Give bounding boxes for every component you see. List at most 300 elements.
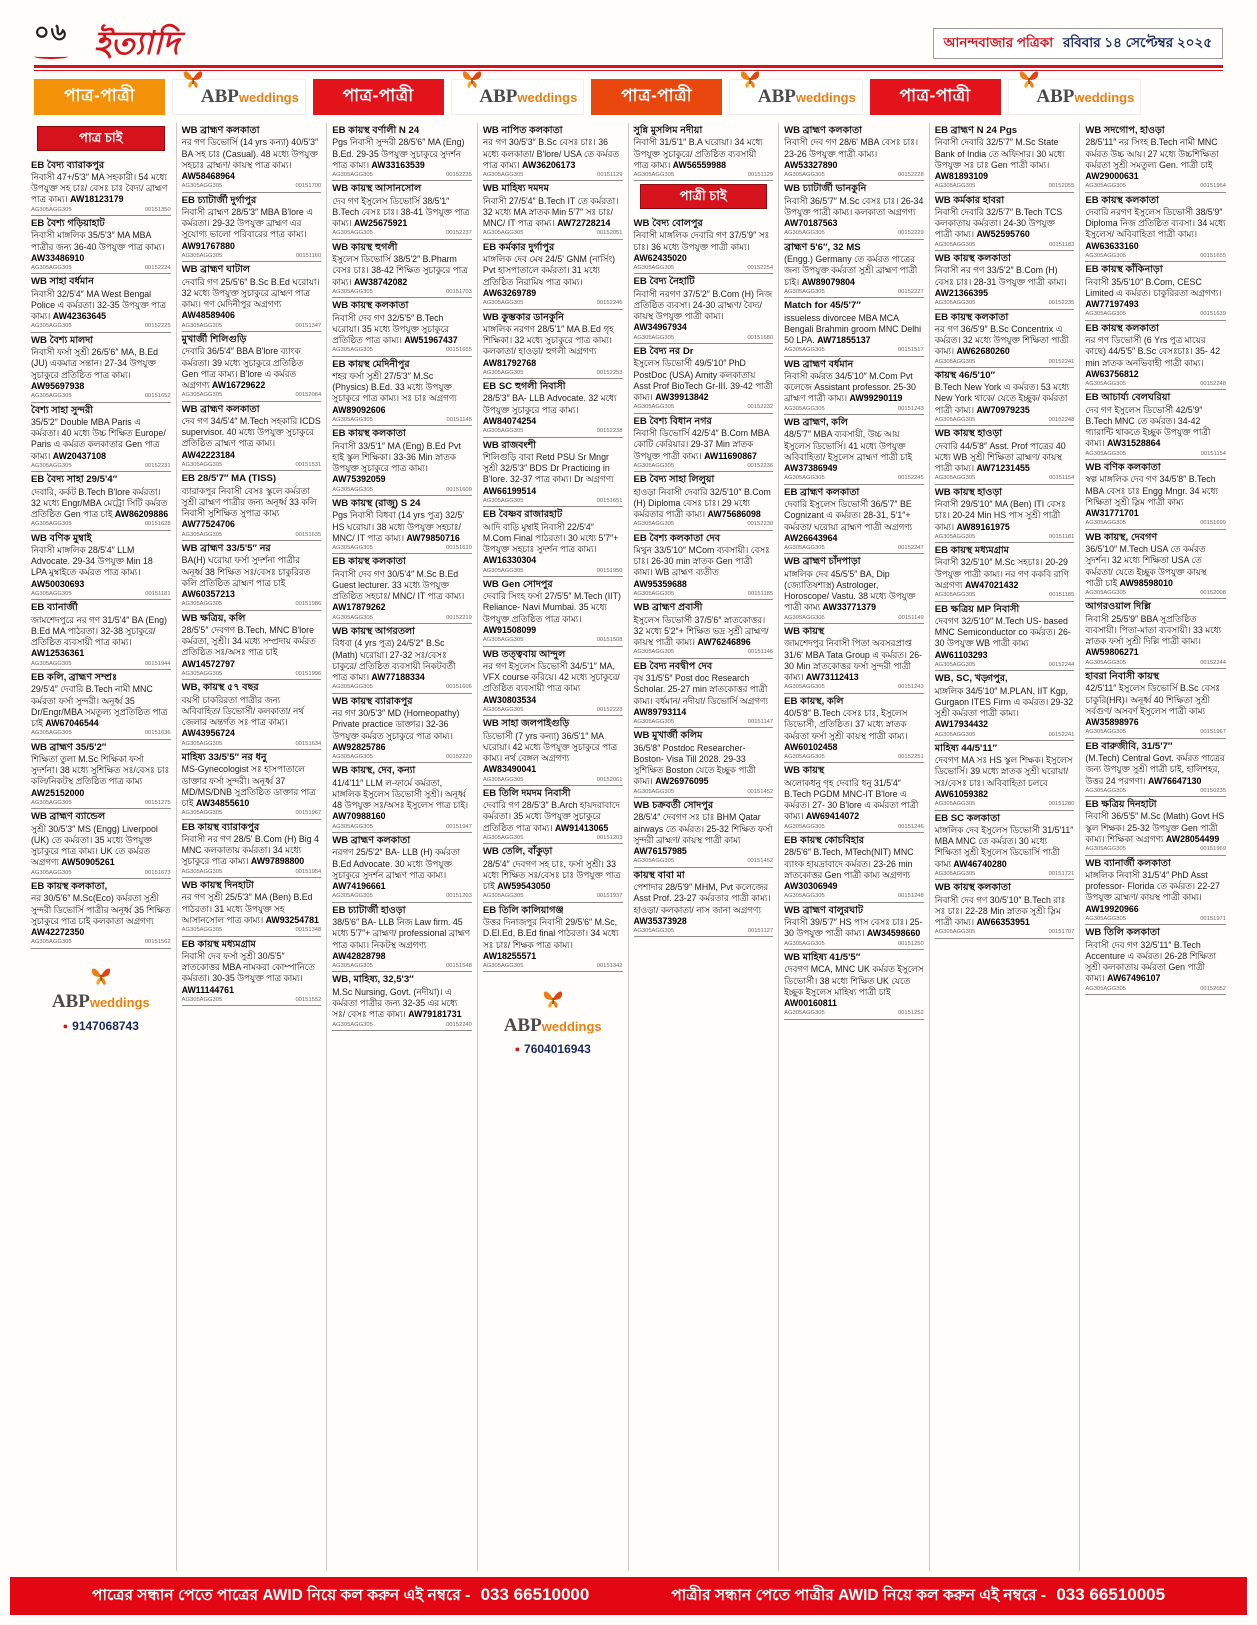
ad-serial: 00152254 [747,265,774,272]
ad-serial: 00151149 [898,614,924,621]
phone-number: 7604016943 [524,1042,591,1057]
patra-patri-header-7: পাত্র-পাত্রী [870,79,1001,115]
classified-ad [31,600,171,670]
ad-agency-code: AG305AGG305 [633,649,675,656]
ad-agency-code: AG305AGG305 [934,661,976,668]
ad-aw-code: AW43956724 [181,728,235,739]
ad-serial: 00151971 [1200,915,1226,922]
ad-aw-code: AW66199514 [482,485,537,496]
ad-title: EB SC হুগলী নিবাসী [482,381,566,393]
ad-aw-code: AW26643964 [784,532,838,543]
abp-weddings-wordmark [51,991,150,1013]
ad-body: মিথুন 33/5'10″ MCom ব্যবসায়ী। বেসঃ চাঃ। 26-30 min স্নাতক Gen পাত্রী কাম্য। WB ব্রাহ্মণ ব্যতীত AW95359688 [633,544,770,589]
classified-ad [483,379,623,437]
ad-meta [935,183,1075,190]
ad-aw-code: AW89092606 [332,404,386,415]
ad-agency-code: AG305AGG305 [31,869,72,876]
ad-serial: 00152248 [1200,381,1226,388]
ad-agency-code: AG305AGG305 [482,300,524,307]
ad-meta [935,732,1075,739]
ad-title: WB ব্রাহ্মণ 33/5'5″ নর [181,543,271,555]
classified-ad [483,310,623,380]
ad-serial: 00152245 [897,475,924,482]
ad-body: বয়সী চাকরিরতা পাত্রীর জন্য অবিবাহিত/ ডিভোর্সী/ কলকাতা/ নর্থ জেলার অন্তর্গত সঃ পাত্র কাম্য। AW43956724 [181,694,304,739]
ad-body: 41/4'11″ LLM ল-ফার্মে কর্মরতা, মাঙ্গলিক ইসুলেস ডিভোর্সী সুশ্রী। অনূর্ধ্ব 48 উপযুক্ত সঃ/অসঃ ইসুলেস পাত্র চাই। AW70988160 [332,777,469,822]
ad-serial: 00151548 [446,963,472,970]
ad-title: EB ব্রাহ্মণ N 24 Pgs [934,125,1018,136]
ad-serial: 00151203 [596,834,623,841]
ad-meta [182,869,322,876]
ad-aw-code: AW59543050 [497,881,551,892]
top-bar [0,0,1257,61]
ad-body: 28/5'6″ B.Tech, MTech(NIT) MNC ব্যাংক হায়দ্রাবাদে কর্মরত। 23-26 min স্নাতকোত্তর Gen পাত্রী কাম্য অগ্রগণ্য AW30306949 [784,847,914,892]
classified-ad [634,868,774,938]
ad-serial: 00151996 [295,670,322,677]
ad-serial: 00151129 [597,172,623,179]
ad-agency-code: AG305AGG305 [633,719,675,726]
ad-title: WB চ্যাটার্জী ভানকুনি [784,183,867,195]
classified-ad [332,903,472,973]
ad-meta [935,242,1075,249]
classified-ad [332,972,472,1030]
classified-ad [935,368,1075,426]
ad-agency-code: AG305AGG305 [1085,659,1126,666]
ad-body: উত্তর দিনাজপুর নিবাসী 29/5'6″ M.Sc, D.El.Ed, B.Ed final পাঠরতা। 34 মধ্যে সঃ চাঃ/ শিক্ষক পাত্র কাম্য। AW18255571 [482,917,619,961]
classified-ad [1085,530,1226,600]
ad-serial: 00152064 [295,392,322,399]
ad-serial: 00151183 [1049,241,1075,248]
ad-title: WB কায়স্থ দিনহাটা [181,880,254,892]
ad-aw-code: AW61103293 [934,649,988,660]
masthead-box [933,28,1223,59]
hotline-bride [671,1583,1165,1609]
ad-title: WB, মাহিষ্য, 32,5'3″ [332,974,414,986]
ad-body: 28/5'11″ নর সিংহ B.Tech নামী MNC কর্মরত উচ্চ আয়। 27 মধ্যে উচ্চশিক্ষিতা কর্মরতা সুশ্রী সমতুল্য Gen. পাত্রী চাই AW29000631 [1085,137,1219,182]
ad-body: নিবাসী দেব গণ 30/5'10″ B.Tech রাঃ সঃ চাঃ। 22-28 Min স্নাতক সুশ্রী স্লিম পাত্রী কাম্য। AW66353951 [934,894,1066,928]
ad-meta [483,963,623,970]
patra-patri-header-3: পাত্র-পাত্রী [313,79,444,115]
ad-serial: 00152241 [1048,358,1075,365]
classified-ad [483,903,623,973]
ad-body: নর গণ সুশ্রী 25/5'3″ MA (Ben) B.Ed পাঠরতা। 31 মধ্যে উপযুক্ত সহ আসানসোল পাত্র কাম্য। AW93254781 [181,892,319,925]
patra-patri-header-5: পাত্র-পাত্রী [591,79,722,115]
ad-agency-code: AG305AGG305 [31,265,72,272]
ad-serial: 00151947 [446,823,472,830]
classified-ad [332,357,472,427]
ad-agency-code: AG305AGG305 [1085,252,1126,259]
ad-title: EB চ্যাটার্জী দুর্গাপুর [181,194,257,206]
classified-ad [1085,390,1226,460]
ad-meta [935,801,1075,808]
ad-meta [784,941,924,948]
ad-title: WB ব্রাহ্মণ, কলি [784,417,848,429]
section-title: ইত্যাদি [94,25,180,61]
ad-title: হাবরা নিবাসী কায়স্থ [1085,671,1160,683]
ad-body: আদি বাড়ি মুম্বাই নিবাসী 22/5'4″ M.Com Final পাঠরতা। 30 মধ্যে 5'7″+ উপযুক্ত সহচাঃ সুদর্শন পাত্র কাম্য। AW16330304 [482,521,619,566]
ad-meta [935,359,1075,366]
ad-body: নর গণ ডিভোর্সী (6 Yrs পুত্র মায়ের কাছে) 44/5'5″ B.Sc বেসঃচাঃ। 35- 42 min স্নাতক অনভিবাহী পাত্রী কাম্য। AW63756812 [1085,335,1221,379]
ad-title: বৈশ্য সাহা সুন্দরী [31,404,94,416]
ad-agency-code: AG305AGG305 [633,788,675,795]
ad-title: মুখার্জী শিলিগুড়ি [181,334,247,346]
ad-meta [182,183,322,190]
ad-title: WB কায়স্থ হাওড়া [934,486,1003,498]
ad-agency-code: AG305AGG305 [784,347,825,354]
ad-title: ব্রাহ্মণ 5'6″, 32 MS [784,241,861,253]
ad-title: EB কায়স্থ কলকাতা, [31,881,108,893]
classified-ad [182,123,322,193]
ad-aw-code: AW79850716 [406,532,460,543]
ad-body: মাঙ্গলিক দেব 45/5'5″ BA, Dip (জ্যোতিষশাস্ত্র) Astrologer, Horoscope/ Vastu. 38 মধ্যে উপযুক্ত পাত্রী কাম্য AW33771379 [784,568,916,613]
classified-ad [31,531,171,601]
classified-ad [182,680,322,750]
ad-body: নর 30/5'6″ M.Sc(Eco) কর্মরতা সুশ্রী সুন্দরী ডিভোর্সি পাত্রীর অনূর্ধ্ব 35 শিক্ষিত সুচাকুরে পাত্র চাই কলকাতা অগ্রগণ্য AW42272350 [31,893,171,938]
ad-aw-code: AW97898800 [250,856,305,867]
ad-agency-code: AG305AGG305 [784,823,825,830]
ad-title: WB ব্রাহ্মণ চাঁদপাড়া [784,556,861,568]
ad-agency-code: AG305AGG305 [633,521,675,528]
ad-agency-code: AG305AGG305 [934,358,976,365]
abp-weddings-logo-8 [1008,79,1141,115]
ad-agency-code: AG305AGG305 [332,230,373,237]
ad-title: EB কায়স্থ বর্ণালী N 24 [332,125,420,136]
ad-title: WB কায়স্থ, দেব, কন্যা [332,765,416,777]
ad-aw-code: AW83490041 [482,764,537,775]
ad-meta [332,230,472,237]
classified-ad [1085,856,1226,926]
ad-body: দেবারি, কর্কট B.Tech B'lore কর্মরতা। 32 মধ্যে Engr/MBA মেট্রো সিটি কর্মরত প্রতিষ্ঠিত Gen পাত্র চাই AW86209886 [31,486,169,519]
ad-aw-code: AW77188334 [371,672,425,683]
ad-body: নিবাসী মাঙ্গলিক 28/5'4″ LLM Advocate. 29-34 উপযুক্ত Min 18 LPA মুম্বাইতে কর্মরত পাত্র কাম্য। AW50030693 [31,544,153,589]
ad-aw-code: AW58468964 [181,171,235,182]
ad-agency-code: AG305AGG305 [784,545,825,552]
ad-meta [1085,451,1226,458]
ad-meta [31,393,171,400]
ad-title: মাহিষ্য 33/5'5″ নর ধনু [181,752,267,764]
ad-meta [182,810,322,817]
ad-agency-code: AG305AGG305 [332,823,373,830]
ad-serial: 00151655 [446,347,472,354]
ad-title: EB কায়স্থ কোচবিহার [784,835,865,847]
ad-agency-code: AG305AGG305 [31,462,72,469]
classified-ad [31,274,171,332]
ad-serial: 00151986 [295,601,322,608]
ad-body: দেবারি 44/5'8″ Asst. Prof পাত্রের 40 মধ্যে WB সুশ্রী শিক্ষিতা ব্রাহ্মণ/ কায়স্থ পাত্রী কাম্য। AW71231455 [934,440,1066,474]
ad-serial: 00151452 [747,858,774,865]
ad-agency-code: AG305AGG305 [934,592,976,599]
abp-logo-block [483,972,623,1063]
ad-title: WB ব্যানার্জী কলকাতা [1085,857,1171,869]
ad-body: নিবাসী 35/5'10″ B.Com, CESC Limited এ কর্মরত। চাকুরিরতা অগ্রগণ্য। AW77197493 [1085,276,1222,310]
ad-agency-code: AG305AGG305 [181,531,223,538]
ad-aw-code: AW89079804 [801,276,855,287]
ad-serial: 00152230 [747,521,774,528]
ad-meta [332,824,472,831]
ad-agency-code: AG305AGG305 [482,893,524,900]
ad-meta [182,927,322,934]
ad-body: অলোকধনু গৃহ দেবারি ধনু 31/5'4″ B.Tech PGDM MNC-IT B'lore এ কর্মরত। 27- 30 B'lore এ কর্মরতা পাত্রী কাম্য। AW69414072 [784,777,919,822]
ad-body: নর গণ ইসুলেস ডিভোর্সী 34/5'1″ MA, VFX course করিয়ে। 42 মধ্যে সুচাকুরে/ প্রতিষ্ঠিত ব্যবসায়ী পাত্র কাম্য AW30803534 [482,660,620,705]
ad-serial: 00151246 [897,823,924,830]
ad-aw-code: AW35898976 [1085,717,1139,728]
ad-aw-code: AW76246896 [697,637,751,648]
ad-meta [1085,590,1226,597]
ad-serial: 00151655 [1200,252,1226,259]
ad-agency-code: AG305AGG305 [784,893,825,900]
weddings-text: weddings [1074,90,1135,105]
ad-title: Match for 45/5'7″ [784,300,861,312]
ad-serial: 00151610 [446,545,472,552]
ad-meta [483,230,623,237]
ad-meta [483,835,623,842]
ad-meta [784,289,924,296]
ad-agency-code: AG305AGG305 [1085,590,1126,597]
ad-body: বিধবা (4 yrs পুত্র) 24/5'2″ B.Sc (Math) ঘরোয়া। 27-32 সঃ/বেসঃ চাকুরে/ প্রতিষ্ঠিত ব্যবসায়ী নিকটবর্তী পাত্র কাম্য। AW77188334 [332,638,456,683]
classified-ad [332,624,472,694]
ad-body: নিবাসী দেবারি 32/5'7″ B.Tech TCS কলকাতায় কর্মরতা। 24-30 উপযুক্ত পাত্রী কাম্য। AW52595760 [934,206,1063,240]
ad-aw-code: AW39913842 [655,392,709,403]
ad-serial: 00151635 [295,531,322,538]
ad-meta [31,730,171,737]
ad-meta [1085,311,1226,318]
ad-aw-code: AW59806271 [1085,647,1139,658]
classified-ad [31,403,171,473]
ad-title: WB তত্ত্ববায় আন্দুল [482,648,566,660]
ad-body: নিবাসী দেব গণ 32/5'5″ B.Tech ঘরোয়া। 35 মধ্যে উপযুক্ত সুচাকুরে প্রতিষ্ঠিত পাত্র কাম্য। AW51967437 [332,312,458,346]
ad-serial: 00152238 [596,428,623,435]
ad-agency-code: AG305AGG305 [934,870,976,877]
ad-body: স্বল্প মাঙ্গলিক দেব গণ 34/5'8″ B.Tech MBA বেসঃ চাঃ Engg Mngr. 34 মধ্যে শিক্ষিতা সুশ্রী স্লিম পাত্রী কাম্য AW31771701 [1085,474,1218,519]
ad-meta [935,417,1075,424]
ad-meta [483,637,623,644]
ad-aw-code: AW00160811 [784,998,837,1008]
ad-title: WB কায়স্থ [784,765,825,777]
ad-body: নিবাসী দেব গণ 28/6' MBA বেসঃ চাঃ। 23-26 উপযুক্ত পাত্রী কাম্য। AW53327890 [784,137,918,170]
ad-agency-code: AG305AGG305 [1085,311,1126,318]
ad-body: issueless divorcee MBA MCA Bengali Brahmin groom MNC Delhi 50 LPA. AW71855137 [784,312,922,346]
ad-serial: 00152055 [1048,183,1075,190]
phone-row [31,1019,171,1034]
classified-ad [483,716,623,786]
weddings-text: weddings [541,1019,602,1034]
classified-ad [784,694,924,764]
ad-body: নিবাসী 36/5'7″ M.Sc বেসঃ চাঃ। 26-34 উপযুক্ত পাত্রী কাম্য। কলকাতা অগ্রগণ্য AW70187563 [784,195,924,229]
classified-ad [31,809,171,879]
ad-serial: 00151280 [1048,801,1075,808]
ad-agency-code: AG305AGG305 [482,428,524,435]
ad-title: EB ক্ষত্রিয় MP নিবাসী [934,603,1020,615]
butterfly-icon [460,68,484,97]
ad-serial: 00151652 [144,393,171,400]
ad-meta [784,545,924,552]
ad-meta [935,929,1075,936]
ad-aw-code: AW50030693 [31,578,85,589]
classified-ad [1085,669,1226,739]
classified-ad [634,798,774,868]
classified-ad [483,438,623,508]
ad-title: EB আচার্য্য বেলঘরিয়া [1085,392,1171,404]
classified-ad [182,262,322,332]
abp-weddings-wordmark [479,86,577,108]
ad-body: M.Sc Nursing, Govt. (নদীয়া)। এ কর্মরতা পাত্রীর জন্য 32-35 এর মধ্যে সঃ/ বেসঃ পাত্র কাম্য। AW79181731 [332,986,462,1020]
ad-serial: 00152244 [1048,661,1075,668]
ad-title: WB Gen সোদপুর [482,578,553,590]
ad-agency-code: AG305AGG305 [784,754,825,761]
ad-title: WB কায়স্থ [784,626,825,638]
classified-ad [182,878,322,936]
classified-ad [483,786,623,844]
ad-serial: 00151964 [1200,183,1226,190]
ad-agency-code: AG305AGG305 [1085,915,1126,922]
ad-title: WB সাহা জলপাইগুড়ি [482,718,570,730]
ad-body: 36/5'10″ M.Tech USA তে কর্মরত সুদর্শন। 32 মধ্যে শিক্ষিতা USA তে কর্মরতা/ যেতে ইচ্ছুক উপযুক্ত কায়স্থ পাত্রী চাই AW98598010 [1085,544,1207,588]
ad-agency-code: AG305AGG305 [332,545,373,552]
ads-column-8 [1080,123,1231,1571]
classified-ad [634,123,774,181]
ad-serial: 00151347 [295,322,322,329]
ad-agency-code: AG305AGG305 [633,858,675,865]
ad-aw-code: AW35373928 [633,915,687,926]
classified-ad [935,543,1075,601]
ad-meta [31,661,171,668]
ad-meta [935,871,1075,878]
ad-serial: 00151243 [897,405,924,412]
ad-serial: 00152248 [1048,416,1075,423]
ad-title: EB বৈদ্য নৈহাটি [633,276,695,288]
ad-body: MS-Gynecologist সঃ হাসপাতালে ডাক্তার ফর্সা সুন্দরী। অনূর্ধ্ব 37 MD/MS/DNB সুপ্রতিষ্ঠিত ডাক্তার পাত্র চাই AW34855610 [181,764,316,809]
classified-ad [483,507,623,577]
ad-aw-code: AW76647130 [1148,775,1202,786]
ad-title: WB কায়স্থ (রাজু) S 24 [332,498,421,510]
ad-aw-code: AW19920966 [1085,903,1139,914]
weddings-text: weddings [517,90,578,105]
classified-ad [634,472,774,530]
ad-meta [634,789,774,796]
ad-serial: 00151248 [897,893,924,900]
ad-serial: 00151129 [747,172,774,179]
ad-aw-code: AW17934432 [934,719,989,730]
ad-aw-code: AW12536361 [31,648,85,659]
ad-title: WB, SC, খড়্গপুর, [934,673,1008,685]
ad-meta [784,824,924,831]
ads-column-7 [930,123,1081,1571]
ad-body: দেবগণ MA সঃ HS স্কুল শিক্ষক। ইসুলেস ডিভোর্সি। 39 মধ্যে স্নাতক সুশ্রী ঘরোয়া/ সঃ/বেসঃ চাঃ। অবিবাহিতা চলবে AW61059382 [934,755,1073,799]
ad-meta [784,1010,924,1017]
ad-agency-code: AG305AGG305 [332,1021,373,1028]
ad-body: 28/5'3″ BA- LLB Advocate. 32 মধ্যে উপযুক্ত সুচাকুরে পাত্র কাম্য। AW84074254 [482,393,617,426]
ad-body: নিবাসী কর্মরত 34/5'10″ M.Com Pvt কলেজে Assistant professor. 25-30 ব্রাহ্মণ পাত্রী কাম্য। AW99290119 [784,370,916,404]
ad-agency-code: AG305AGG305 [332,614,373,621]
ad-aw-code: AW99290119 [849,393,903,404]
classified-ad [935,741,1075,811]
ad-serial: 00152241 [1048,731,1075,738]
classified-ad [784,903,924,950]
ad-meta [332,963,472,970]
ad-title: WB কায়স্থ আসানসোল [332,183,422,195]
ad-title: WB মাহিষ্য 41/5'5″ [784,951,861,963]
ad-agency-code: AG305AGG305 [784,288,825,295]
ad-serial: 00151651 [596,497,623,504]
ad-title: WB সাহা বর্ধমান [31,276,94,288]
ad-body: নিবাসী 32/5'10″ M.Sc সহচাঃ। 20-29 উপযুক্ত পাত্রী কাম্য। নর গণ ককবি রাণি অগ্রগণ্য AW47021432 [934,557,1069,590]
classified-ad [784,123,924,181]
ad-serial: 00152235 [446,172,472,179]
classified-ad [1085,123,1226,193]
ad-body: নিবাসী ফর্সা সুশ্রী 26/5'6″ MA, B.Ed (JU) একমাত্র সন্তান। 27-34 উপযুক্ত সুচাকুরে প্রতিষ্ঠিত পাত্র কাম্য। AW95697938 [31,347,159,391]
classified-ad [332,833,472,903]
classified-ad [483,240,623,310]
classified-ad [483,123,623,181]
ad-meta [1085,660,1226,667]
ad-agency-code: AG305AGG305 [784,940,825,947]
ad-serial: 00151147 [747,719,774,726]
ad-agency-code: AG305AGG305 [1085,183,1126,190]
ad-agency-code: AG305AGG305 [181,601,223,608]
ad-serial: 00152225 [144,323,171,330]
ad-title: WB কুম্ভকার ডানকুনি [482,311,565,323]
ad-serial: 00152247 [897,545,924,552]
ad-body: নর গণ ডিভোর্সি (14 yrs কন্যা) 40/5'3″ BA সহ চাঃ (Casual). 48 মধ্যে উপযুক্ত সহচাঃ ব্রাহ্মণ/ কায়স্থ পাত্র কাম্য। AW58468964 [181,137,319,182]
ad-agency-code: AG305AGG305 [784,230,825,237]
ad-serial: 00152251 [897,754,924,761]
ad-body: নিবাসী 36/5'5″ M.Sc (Math) Govt HS স্কুল শিক্ষক। 25-32 উপযুক্ত Gen পাত্রী কাম্য। শিক্ষিকা অগ্রগণ্য AW28054499 [1085,811,1225,844]
ad-body: ডিভোর্সী (7 yrs কন্যা) 36/5'1″ MA ঘরোয়া। 42 মধ্যে উপযুক্ত সুচাকুরে পাত্র কাম্য। নর্থ বেঙ্গল অগ্রগণ্য AW83490041 [482,730,618,775]
ad-aw-code: AW46740280 [953,858,1007,869]
ad-agency-code: AG305AGG305 [1085,985,1126,992]
ad-aw-code: AW91767880 [181,240,235,251]
ad-aw-code: AW51967437 [404,335,458,346]
ad-aw-code: AW66353951 [976,917,1030,928]
ad-meta [634,719,774,726]
ad-title: EB কায়স্থ কাঁকিনাড়া [1085,264,1163,276]
ad-agency-code: AG305AGG305 [181,810,223,817]
ad-serial: 00151531 [295,461,322,468]
ads-column-1 [26,123,177,1571]
ad-aw-code: AW34967934 [633,322,687,333]
ad-title: EB বৈদ্য নর Dr [633,346,694,358]
ad-serial: 00151680 [747,334,774,341]
ad-body: দেবারি গণ 25/5'6″ B.Sc B.Ed ঘরোয়া। 32 মধ্যে উপযুক্ত সুচাকুরে ব্রাহ্মণ পাত্র কাম্য। গণ মেদিনীপুর অগ্রগণ্য AW48589406 [181,276,320,321]
ad-agency-code: AG305AGG305 [934,475,976,482]
ad-serial: 00152228 [897,172,924,179]
ad-agency-code: AG305AGG305 [181,927,223,934]
ad-title: EB তিলি দমদম নিবাসী [482,787,571,799]
ad-title: WB মুখার্জী কলিম [633,730,703,742]
ad-serial: 00151562 [144,939,171,946]
butterfly-icon [31,965,171,993]
ad-meta [332,893,472,900]
ad-meta [483,498,623,505]
ad-aw-code: AW11690867 [704,450,757,461]
abp-weddings-wordmark [201,86,299,108]
ad-aw-code: AW25152000 [31,787,85,798]
abp-text: ABP [503,1015,542,1036]
ad-body: ইসুলেস ডিভোর্সি 38/5'2″ B.Pharm বেসঃ চাঃ। 38-42 শিক্ষিত সুচাকুরে পাত্র কাম্য। AW38742082 [332,254,468,287]
ad-aw-code: AW70988160 [332,811,386,822]
ad-meta [332,487,472,494]
header-band [34,79,1141,115]
ads-column-3 [327,123,478,1571]
ad-body: নর গণ 30/5'3″ MD (Homeopathy) Private practice ডাক্তার। 32-36 উপযুক্ত কর্মরত সুচাকুরে পাত্র কাম্য। AW92825786 [332,708,460,752]
ad-agency-code: AG305AGG305 [784,1010,825,1017]
ad-aw-code: AW63633160 [1085,240,1139,251]
classified-ad [332,694,472,764]
ad-meta [182,462,322,469]
ad-serial: 00151146 [747,649,774,656]
ad-agency-code: AG305AGG305 [633,590,675,597]
abp-logo-block [31,949,171,1040]
ad-meta [784,684,924,691]
